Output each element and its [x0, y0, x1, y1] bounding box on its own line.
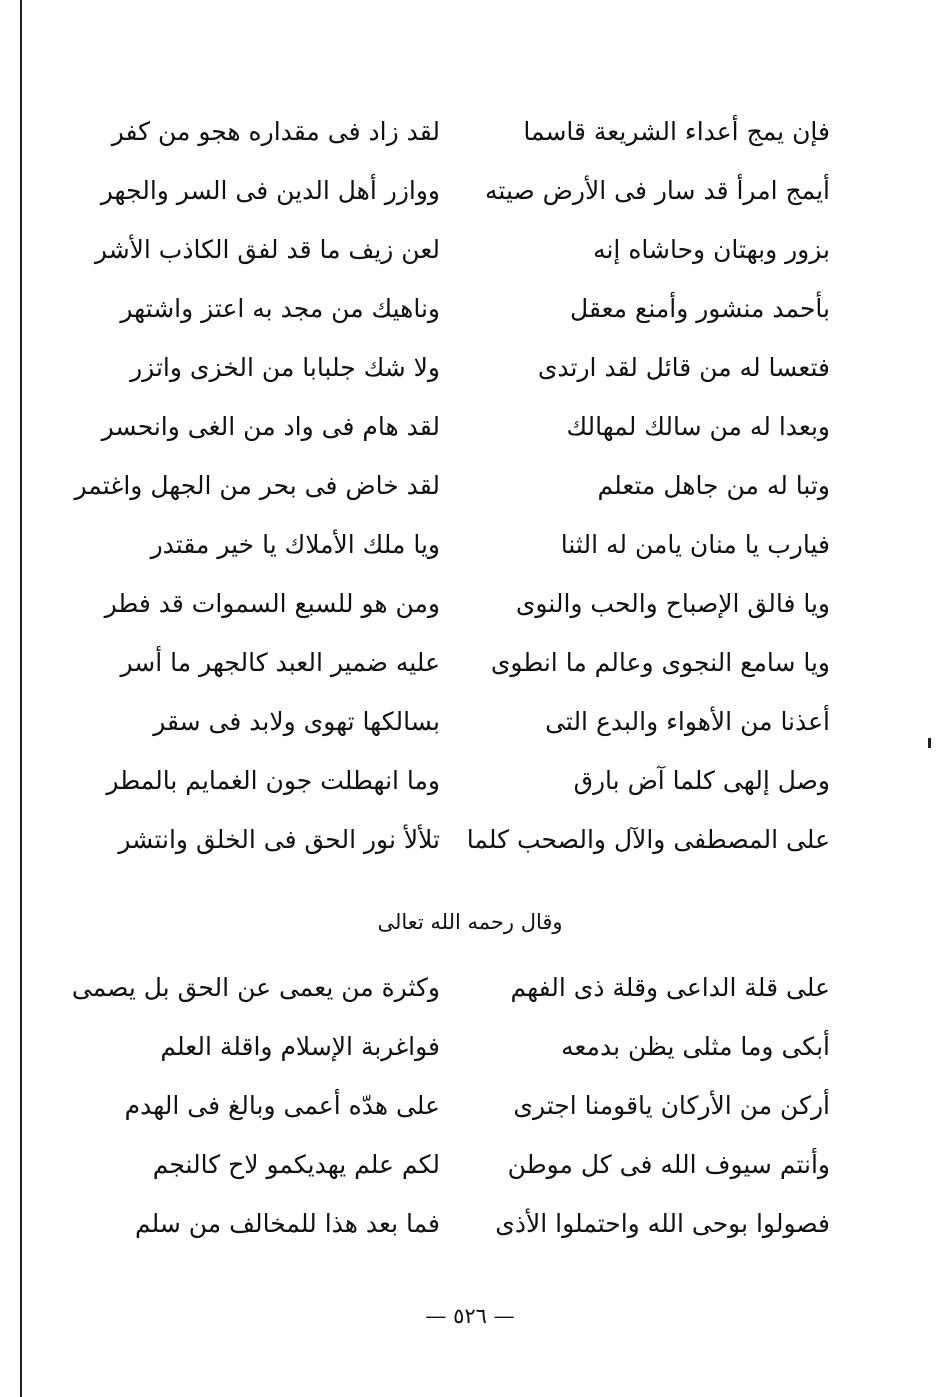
verse-first-hemistich: فتعسا له من قائل لقد ارتدى [537, 353, 830, 382]
verse-second-hemistich: تلألأ نور الحق فى الخلق وانتشر [118, 825, 440, 854]
verse-first-hemistich: بزور وبهتان وحاشاه إنه [593, 235, 830, 264]
poem-second [71, 968, 830, 1263]
verse-second-hemistich: بسالكها تهوى ولابد فى سقر [153, 707, 440, 736]
verse-first-hemistich: فصولوا بوحى الله واحتملوا الأذى [495, 1209, 830, 1238]
verse-first-hemistich: أبكى وما مثلى يظن بدمعه [561, 1032, 830, 1061]
margin-mark [928, 738, 931, 748]
verse-second-hemistich: ووازر أهل الدين فى السر والجهر [100, 176, 440, 205]
verse [110, 820, 830, 879]
verse-first-hemistich: أيمج امرأ قد سار فى الأرض صيته [485, 176, 830, 205]
verse [100, 171, 830, 230]
verse-second-hemistich: وكثرة من يعمى عن الحق بل يصمى [71, 973, 440, 1002]
verse-first-hemistich: أعذنا من الأهواء والبدع التى [545, 707, 830, 736]
verse-first-hemistich: فإن يمج أعداء الشريعة قاسما [523, 117, 830, 146]
verse-second-hemistich: وناهيك من مجد به اعتز واشتهر [120, 294, 440, 323]
verse-first-hemistich: وأنتم سيوف الله فى كل موطن [507, 1150, 830, 1179]
verse-second-hemistich: ومن هو للسبع السموات قد فطر [104, 589, 440, 618]
verse [74, 466, 830, 525]
verse-first-hemistich: وصل إلهى كلما آض بارق [573, 766, 830, 795]
verse-second-hemistich: لقد هام فى واد من الغى وانحسر [101, 412, 440, 441]
page-margin-rule [20, 0, 22, 1397]
poem-heading: وقال رحمه الله تعالى [377, 910, 563, 934]
verse-first-hemistich: على المصطفى والآل والصحب كلما [466, 825, 830, 854]
poem-first [74, 112, 830, 879]
verse [110, 1086, 830, 1145]
verse [106, 761, 830, 820]
verse-first-hemistich: وبعدا له من سالك لمهالك [566, 412, 830, 441]
verse-first-hemistich: فيارب يا منان يامن له الثنا [560, 530, 830, 559]
verse [110, 1204, 830, 1263]
verse-first-hemistich: على قلة الداعى وقلة ذى الفهم [510, 973, 830, 1002]
verse-second-hemistich: فواغربة الإسلام واقلة العلم [160, 1032, 440, 1061]
verse [110, 702, 830, 761]
verse-first-hemistich: ويا فالق الإصباح والحب والنوى [515, 589, 830, 618]
verse-second-hemistich: عليه ضمير العبد كالجهر ما أسر [120, 648, 440, 677]
page-number: — ٥٢٦ — [425, 1304, 515, 1328]
verse [104, 584, 830, 643]
verse-second-hemistich: ويا ملك الأملاك يا خير مقتدر [150, 530, 440, 559]
verse [101, 407, 830, 466]
verse-second-hemistich: وما انهطلت جون الغمايم بالمطر [106, 766, 440, 795]
verse-second-hemistich: لكم علم يهديكمو لاح كالنجم [152, 1150, 440, 1179]
verse [71, 968, 830, 1027]
verse-first-hemistich: وتبا له من جاهل متعلم [597, 471, 830, 500]
verse [110, 289, 830, 348]
verse-second-hemistich: لعن زيف ما قد لفق الكاذب الأشر [94, 235, 440, 264]
verse [110, 525, 830, 584]
verse-first-hemistich: ويا سامع النجوى وعالم ما انطوى [490, 648, 830, 677]
verse-first-hemistich: أركن من الأركان ياقومنا اجترى [513, 1091, 830, 1120]
verse-second-hemistich: على هدّه أعمى وبالغ فى الهدم [124, 1091, 440, 1120]
verse-second-hemistich: لقد زاد فى مقداره هجو من كفر [111, 117, 440, 146]
verse [110, 1145, 830, 1204]
verse [110, 348, 830, 407]
verse-second-hemistich: فما بعد هذا للمخالف من سلم [134, 1209, 440, 1238]
verse-second-hemistich: لقد خاض فى بحر من الجهل واغتمر [74, 471, 440, 500]
verse-second-hemistich: ولا شك جلبابا من الخزى واتزر [130, 353, 440, 382]
verse [110, 643, 830, 702]
verse-first-hemistich: بأحمد منشور وأمنع معقل [570, 294, 830, 323]
verse [110, 112, 830, 171]
verse [94, 230, 830, 289]
verse [110, 1027, 830, 1086]
